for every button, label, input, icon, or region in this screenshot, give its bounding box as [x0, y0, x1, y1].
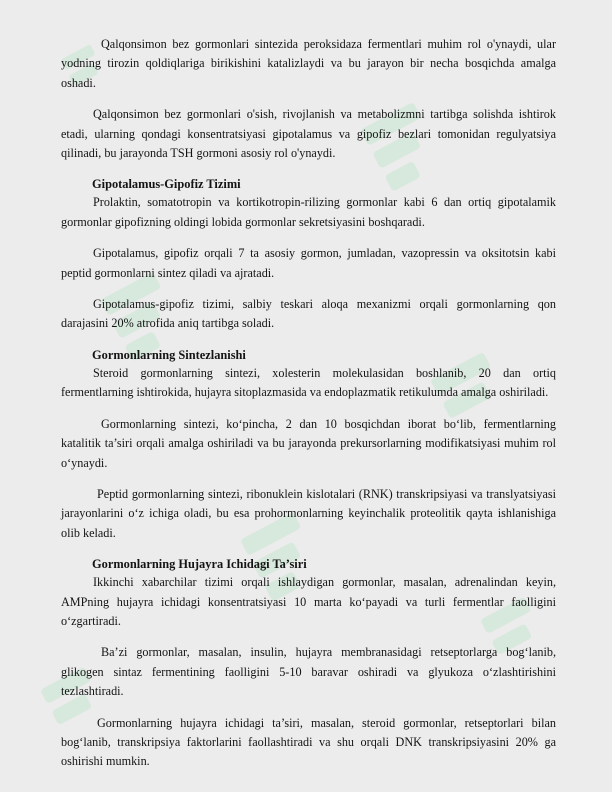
- paragraph: Ba’zi gormonlar, masalan, insulin, hujayra membranasidagi retseptorlarga bog‘lanib, glikogen sintaz fermentining faolligini 5-10 baravar oshiradi va glyukoza o‘zlashtirishini tezlashtiradi.: [61, 645, 556, 699]
- document-body: [61, 35, 556, 784]
- paragraph: Gipotalamus-gipofiz tizimi, salbiy teskari aloqa mexanizmi orqali gormonlarning qon darajasini 20% atrofida aniq tartibga soladi.: [61, 297, 556, 331]
- paragraph: Peptid gormonlarning sintezi, ribonuklein kislotalari (RNK) transkripsiyasi va translyatsiyasi jarayonlarini o‘z ichiga oladi, bu esa prohormonlarning keyinchalik proteolitik qayta ishlanishiga olib keladi.: [61, 486, 556, 540]
- paragraph: Gormonlarning sintezi, ko‘pincha, 2 dan 10 bosqichdan iborat bo‘lib, fermentlarning katalitik ta’siri orqali amalga oshiriladi va bu jarayonda prekursorlarning modifikatsiyasi muhim rol o‘ynaydi.: [61, 416, 556, 470]
- paragraph: Prolaktin, somatotropin va kortikotropin-rilizing gormonlar kabi 6 dan ortiq gipotalamik gormonlar gipofizning oldingi lobida gormonlar sekretsiyasini boshqaradi.: [61, 195, 556, 229]
- section-heading: Gormonlarning Sintezlanishi: [92, 347, 246, 362]
- paragraph: Gormonlarning hujayra ichidagi ta’siri, masalan, steroid gormonlar, retseptorlari bilan bog‘lanib, transkripsiya faktorlarini faollashtiradi va shu orqali DNK transkripsiyasini 20% ga oshirishi mumkin.: [61, 715, 556, 769]
- section-heading: Gormonlarning Hujayra Ichidagi Ta’siri: [92, 557, 307, 572]
- paragraph: Steroid gormonlarning sintezi, xolesterin molekulasidan boshlanib, 20 dan ortiq fermentlarning ishtirokida, hujayra sitoplazmasida va endoplazmatik retikulumda amalga oshiriladi.: [61, 365, 556, 400]
- paragraph: Qalqonsimon bez gormonlari o'sish, rivojlanish va metabolizmni tartibga solishda ishtirok etadi, ularning qondagi konsentratsiyasi gipotalamus va gipofiz bezlari tomonidan regulyatsiya qilinadi, bu jarayonda TSH gormoni asosiy rol o'ynaydi.: [61, 107, 556, 161]
- paragraph: Qalqonsimon bez gormonlari sintezida peroksidaza fermentlari muhim rol o'ynaydi, ular yodning tirozin qoldiqlariga birikishini katalizlaydi va bu jarayon bir necha bosqichda amalga oshadi.: [61, 37, 556, 90]
- section-heading: Gipotalamus-Gipofiz Tizimi: [92, 177, 241, 192]
- paragraph: Ikkinchi xabarchilar tizimi orqali ishlaydigan gormonlar, masalan, adrenalindan keyin, AMPning hujayra ichidagi konsentratsiyasi 10 marta ko‘payadi va turli fermentlar faolligini o‘zgartiradi.: [61, 575, 556, 628]
- paragraph: Gipotalamus, gipofiz orqali 7 ta asosiy gormon, jumladan, vazopressin va oksitotsin kabi peptid gormonlarni sintez qiladi va ajratadi.: [61, 246, 556, 280]
